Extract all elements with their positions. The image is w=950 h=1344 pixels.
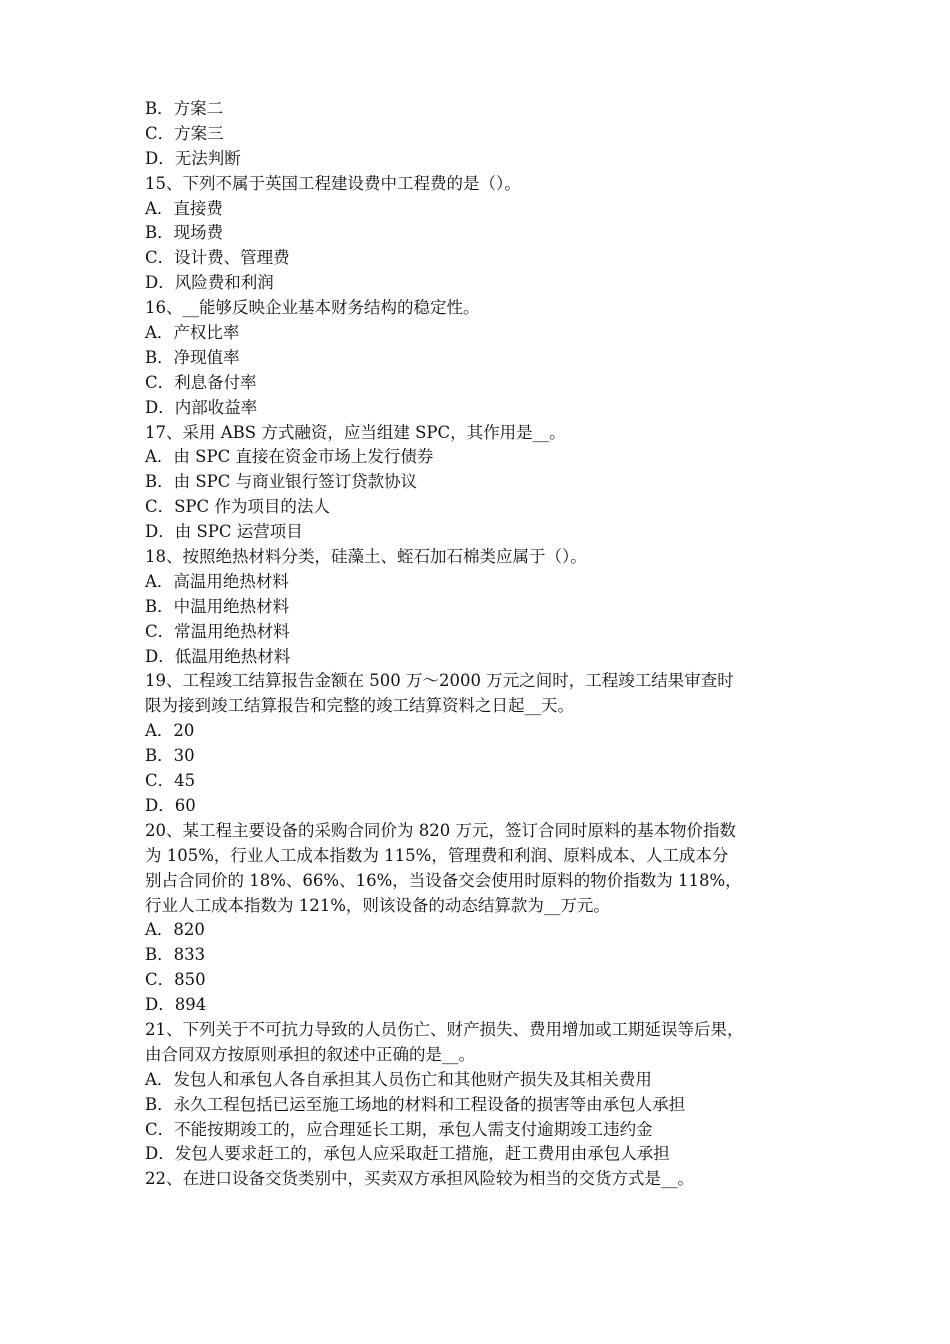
option-line: D．风险费和利润: [145, 273, 274, 293]
option-line: B．净现值率: [145, 347, 240, 367]
option-line: B．永久工程包括已运至施工场地的材料和工程设备的损害等由承包人承担: [145, 1094, 686, 1114]
question-21-cont: 由合同双方按原则承担的叙述中正确的是__。: [145, 1044, 475, 1064]
option-line: D．894: [145, 995, 207, 1015]
option-line: B．中温用绝热材料: [145, 596, 290, 616]
question-17: 17、采用 ABS 方式融资，应当组建 SPC，其作用是__。: [145, 422, 566, 442]
option-line: A．20: [145, 721, 195, 741]
option-line: D．无法判断: [145, 148, 241, 168]
option-line: A．直接费: [145, 198, 223, 218]
option-line: C．常温用绝热材料: [145, 621, 290, 641]
question-16: 16、__能够反映企业基本财务结构的稳定性。: [145, 298, 480, 318]
option-line: C．方案三: [145, 123, 224, 143]
option-line: B．833: [145, 945, 206, 965]
question-20: 20、某工程主要设备的采购合同价为 820 万元，签订合同时原料的基本物价指数: [145, 820, 736, 840]
question-19: 19、工程竣工结算报告金额在 500 万～2000 万元之间时，工程竣工结果审查时: [145, 671, 734, 691]
option-line: A．发包人和承包人各自承担其人员伤亡和其他财产损失及其相关费用: [145, 1069, 652, 1089]
question-20-cont: 为 105%，行业人工成本指数为 115%，管理费和利润、原料成本、人工成本分: [145, 845, 729, 865]
document-page: [145, 97, 810, 1192]
option-line: C．利息备付率: [145, 372, 257, 392]
option-line: B．方案二: [145, 99, 224, 118]
question-21: 21、下列关于不可抗力导致的人员伤亡、财产损失、费用增加或工期延误等后果，: [145, 1019, 744, 1039]
question-22: 22、在进口设备交货类别中，买卖双方承担风险较为相当的交货方式是__。: [145, 1169, 694, 1189]
question-15: 15、下列不属于英国工程建设费中工程费的是（）。: [145, 173, 521, 193]
option-line: B．现场费: [145, 223, 224, 243]
question-18: 18、按照绝热材料分类，硅藻土、蛭石加石棉类应属于（）。: [145, 547, 587, 567]
option-line: C．设计费、管理费: [145, 248, 290, 268]
option-line: B．由 SPC 与商业银行签订贷款协议: [145, 472, 418, 492]
question-19-cont: 限为接到竣工结算报告和完整的竣工结算资料之日起__天。: [145, 696, 574, 716]
option-line: D．60: [145, 795, 196, 815]
option-line: D．发包人要求赶工的，承包人应采取赶工措施，赶工费用由承包人承担: [145, 1144, 670, 1164]
option-line: C．850: [145, 970, 206, 990]
option-line: B．30: [145, 746, 195, 766]
question-20-cont: 别占合同价的 18%、66%、16%，当设备交会使用时原料的物价指数为 118%，: [145, 870, 742, 890]
option-line: D．由 SPC 运营项目: [145, 522, 303, 542]
question-20-cont: 行业人工成本指数为 121%，则该设备的动态结算款为__万元。: [145, 895, 610, 915]
option-line: D．低温用绝热材料: [145, 646, 291, 666]
option-line: A．由 SPC 直接在资金市场上发行债券: [145, 447, 434, 467]
option-line: A．产权比率: [145, 323, 240, 343]
option-line: C．45: [145, 771, 196, 791]
option-line: C．不能按期竣工的，应合理延长工期，承包人需支付逾期竣工违约金: [145, 1119, 653, 1139]
option-line: A．高温用绝热材料: [145, 571, 289, 591]
option-line: D．内部收益率: [145, 397, 258, 417]
option-line: C．SPC 作为项目的法人: [145, 497, 330, 517]
option-line: A．820: [145, 920, 205, 940]
